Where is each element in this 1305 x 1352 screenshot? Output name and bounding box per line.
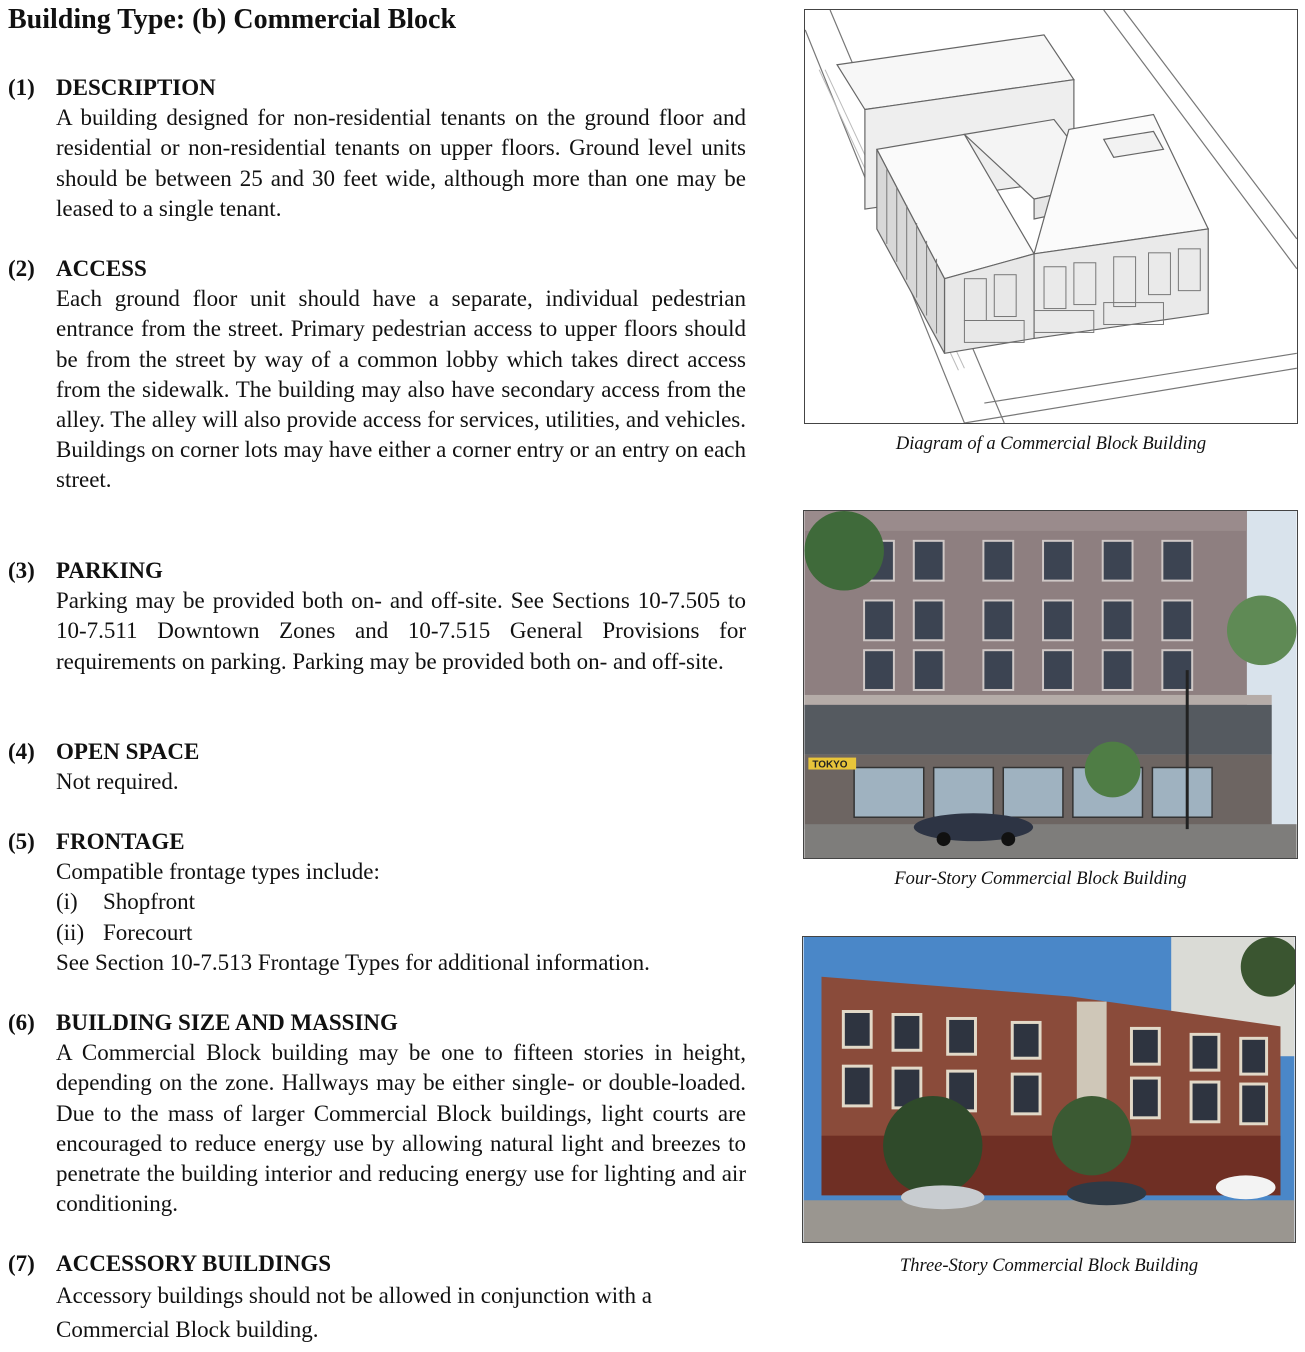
section-number: (4) xyxy=(8,739,35,764)
section-number: (7) xyxy=(8,1251,35,1276)
section-heading: FRONTAGE xyxy=(56,829,185,854)
section-frontage xyxy=(8,827,746,978)
section-access xyxy=(8,254,746,496)
section-number: (6) xyxy=(8,1010,35,1035)
section-accessory-buildings xyxy=(8,1249,746,1347)
section-heading: PARKING xyxy=(56,558,163,583)
figure-caption: Diagram of a Commercial Block Building xyxy=(895,434,1207,454)
figure-caption: Four-Story Commercial Block Building xyxy=(894,869,1187,889)
section-heading: ACCESSORY BUILDINGS xyxy=(56,1251,332,1276)
section-heading: ACCESS xyxy=(56,256,147,281)
section-outro: See Section 10-7.513 Frontage Types for additional information. xyxy=(56,949,650,975)
section-heading: DESCRIPTION xyxy=(56,75,216,100)
diagram-figure xyxy=(804,9,1298,424)
section-body: Parking may be provided both on- and off-site. See Sections 10-7.505 to 10-7.511 Downtown Zones and 10-7.515 General Provisions for requirements on parking. Parking may be provided both on- and off-site. xyxy=(56,588,746,674)
section-building-size xyxy=(8,1008,746,1219)
list-text: Shopfront xyxy=(103,889,195,915)
section-intro: Compatible frontage types include: xyxy=(56,859,380,885)
section-number: (2) xyxy=(8,256,35,281)
three-story-photo xyxy=(802,936,1296,1243)
figure-caption: Three-Story Commercial Block Building xyxy=(899,1256,1199,1276)
section-number: (5) xyxy=(8,829,35,854)
section-open-space xyxy=(8,737,746,797)
section-body: Not required. xyxy=(56,769,179,795)
storefront-sign-text: TOKYO xyxy=(812,759,848,771)
section-body: Accessory buildings should not be allowed in conjunction with a Commercial Block building. xyxy=(56,1283,652,1343)
section-body: A building designed for non-residential tenants on the ground floor and residential or non-residential tenants on upper floors. Ground level units should be between 25 and 30 feet wide, although more than one may be leased to a single tenant. xyxy=(56,105,746,221)
section-heading: BUILDING SIZE AND MASSING xyxy=(56,1010,398,1035)
list-label: (ii) xyxy=(56,919,85,945)
list-item xyxy=(56,887,746,917)
section-body: Each ground floor unit should have a separate, individual pedestrian entrance from the street. Primary pedestrian access to upper floors should be from the street by way of a common lobby which takes direct access from the sidewalk. The building may also have secondary access from the alley. The alley will also provide access for services, utilities, and vehicles. Buildings on corner lots may have either a corner entry or an entry on each street. xyxy=(56,286,746,493)
list-label: (i) xyxy=(56,889,78,915)
building-diagram xyxy=(805,10,1297,423)
section-heading: OPEN SPACE xyxy=(56,739,200,764)
section-body: A Commercial Block building may be one to fifteen stories in height, depending on the zone. Hallways may be either single- or double-loaded. Due to the mass of larger Commercial Block buildings, light courts are encouraged to reduce energy use by allowing natural light and breezes to penetrate the building interior and reducing energy use for lighting and air conditioning. xyxy=(56,1040,746,1217)
section-number: (1) xyxy=(8,75,35,100)
section-description xyxy=(8,73,746,224)
list-text: Forecourt xyxy=(103,919,193,945)
page-title: Building Type: (b) Commercial Block xyxy=(8,4,457,35)
four-story-building-image xyxy=(804,511,1297,858)
section-parking xyxy=(8,556,746,677)
list-item xyxy=(56,918,746,948)
three-story-building-image xyxy=(803,937,1295,1242)
section-number: (3) xyxy=(8,558,35,583)
four-story-photo xyxy=(803,510,1298,859)
